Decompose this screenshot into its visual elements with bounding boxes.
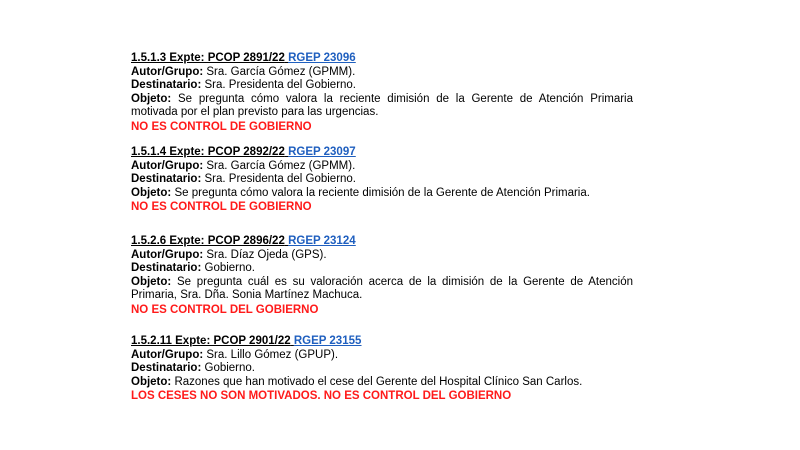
objeto-label: Objeto:	[131, 92, 172, 105]
objeto-label: Objeto:	[131, 375, 172, 388]
rgep-link[interactable]: RGEP 23097	[288, 146, 356, 158]
destinatario-value: Sra. Presidenta del Gobierno.	[204, 173, 357, 185]
objeto-value: Se pregunta cómo valora la reciente dimisión de la Gerente de Atención Primaria.	[174, 186, 590, 199]
destinatario-value: Gobierno.	[204, 262, 256, 274]
destinatario-label: Destinatario:	[131, 79, 202, 91]
objeto-line	[131, 376, 633, 390]
expte-number: 1.5.2.11 Expte: PCOP 2901/22	[131, 335, 291, 347]
autor-value: Sra. García Gómez (GPMM).	[206, 65, 356, 78]
status-note: NO ES CONTROL DE GOBIERNO	[131, 201, 312, 213]
destinatario-label: Destinatario:	[131, 362, 202, 374]
autor-label: Autor/Grupo:	[131, 159, 204, 172]
destinatario-line	[131, 262, 633, 276]
rgep-link[interactable]: RGEP 23096	[288, 52, 356, 64]
destinatario-value: Sra. Presidenta del Gobierno.	[204, 79, 357, 91]
destinatario-label: Destinatario:	[131, 262, 202, 274]
objeto-line	[131, 276, 633, 303]
entry-heading	[131, 235, 633, 249]
entry-1	[131, 52, 633, 134]
autor-line	[131, 349, 633, 363]
rgep-link[interactable]: RGEP 23155	[293, 335, 362, 347]
status-note: NO ES CONTROL DEL GOBIERNO	[131, 303, 319, 316]
entry-heading	[131, 52, 633, 66]
autor-value: Sra. Díaz Ojeda (GPS).	[206, 248, 327, 261]
expte-number: 1.5.1.4 Expte: PCOP 2892/22	[131, 146, 285, 158]
status-note: LOS CESES NO SON MOTIVADOS. NO ES CONTROL DEL GOBIERNO	[131, 390, 512, 402]
objeto-value: Se pregunta cómo valora la reciente dimisión de la Gerente de Atención Primaria motivada por el plan previsto para las urgencias.	[131, 92, 634, 118]
entry-3	[131, 235, 633, 317]
destinatario-label: Destinatario:	[131, 173, 202, 185]
destinatario-line	[131, 173, 633, 187]
objeto-value: Razones que han motivado el cese del Gerente del Hospital Clínico San Carlos.	[174, 375, 583, 388]
autor-value: Sra. Lillo Gómez (GPUP).	[206, 348, 339, 361]
entry-heading	[131, 146, 633, 160]
autor-value: Sra. García Gómez (GPMM).	[206, 159, 356, 172]
entry-2	[131, 146, 633, 215]
autor-line	[131, 160, 633, 174]
objeto-value: Se pregunta cuál es su valoración acerca de la dimisión de la Gerente de Atención Primaria, Sra. Dña. Sonia Martínez Machuca.	[131, 275, 633, 301]
objeto-line	[131, 93, 633, 120]
status-note: NO ES CONTROL DE GOBIERNO	[131, 120, 312, 133]
destinatario-value: Gobierno.	[204, 362, 256, 374]
objeto-line	[131, 187, 633, 201]
rgep-link[interactable]: RGEP 23124	[288, 235, 356, 247]
autor-line	[131, 249, 633, 263]
autor-label: Autor/Grupo:	[131, 348, 204, 361]
autor-label: Autor/Grupo:	[131, 65, 204, 78]
entry-4	[131, 335, 633, 404]
autor-label: Autor/Grupo:	[131, 248, 204, 261]
autor-line	[131, 66, 633, 80]
objeto-label: Objeto:	[131, 275, 172, 288]
objeto-label: Objeto:	[131, 186, 172, 199]
expte-number: 1.5.2.6 Expte: PCOP 2896/22	[131, 235, 285, 247]
destinatario-line	[131, 79, 633, 93]
expte-number: 1.5.1.3 Expte: PCOP 2891/22	[131, 52, 285, 64]
destinatario-line	[131, 362, 633, 376]
entry-heading	[131, 335, 633, 349]
